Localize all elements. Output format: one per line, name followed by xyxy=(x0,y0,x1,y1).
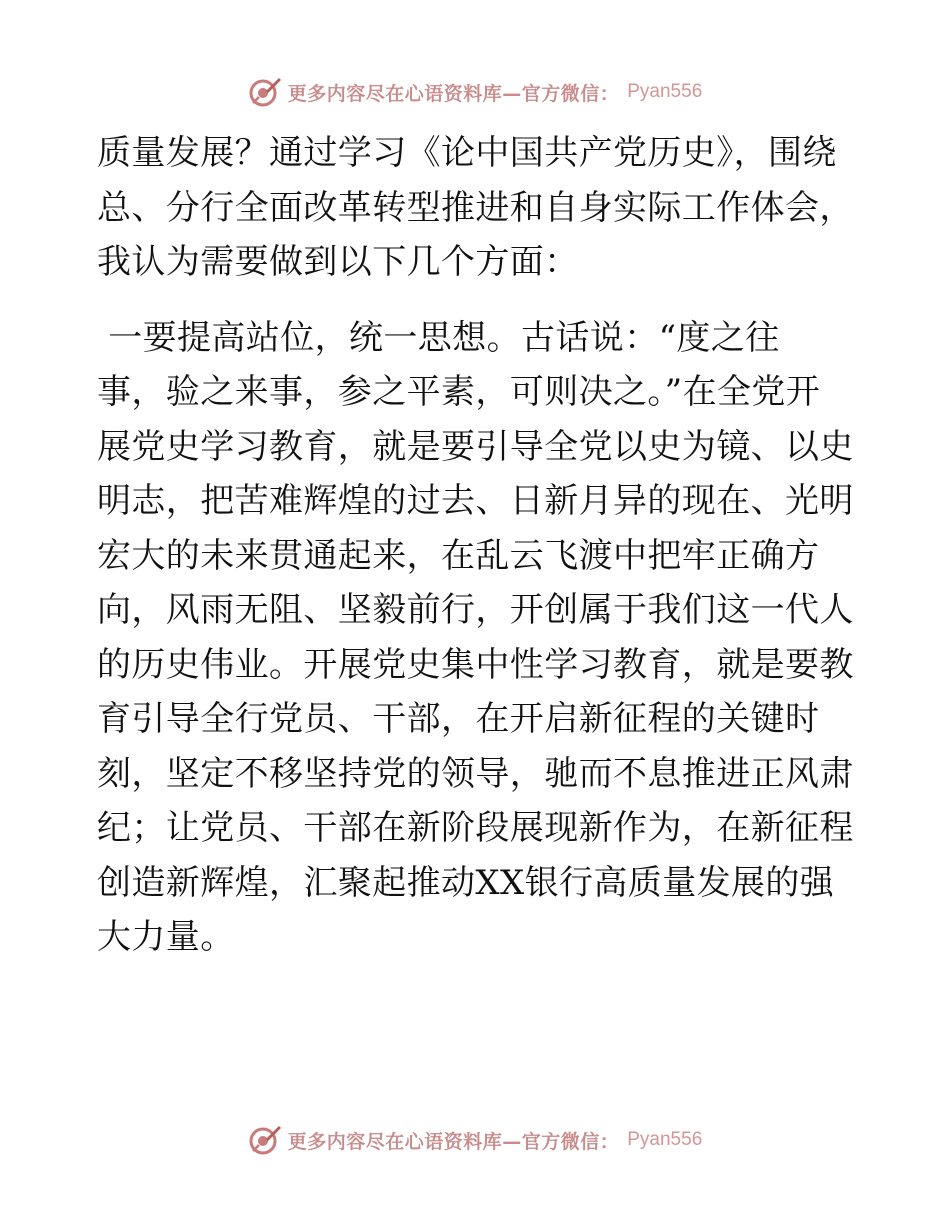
text-line: 展党史学习教育，就是要引导全党以史为镜、以史 xyxy=(97,426,854,467)
watermark-wechat-id: Pyan556 xyxy=(627,1129,703,1150)
pen-logo-icon xyxy=(248,75,282,109)
text-line: 向，风雨无阻、坚毅前行，开创属于我们这一代人 xyxy=(97,590,854,630)
text-line: 的历史伟业。开展党史集中性学习教育，就是要教 xyxy=(97,644,854,685)
text-line: 我认为需要做到以下几个方面： xyxy=(97,242,579,282)
text-line: 宏大的未来贯通起来，在乱云飞渡中把牢正确方 xyxy=(97,535,820,576)
text-line: 刻，坚定不移坚持党的领导，驰而不息推进正风肃 xyxy=(97,753,854,794)
text-line: 总、分行全面改革转型推进和自身实际工作体会， xyxy=(97,187,854,228)
paragraph xyxy=(97,311,877,965)
footer-watermark xyxy=(0,1120,950,1160)
header-watermark xyxy=(0,72,950,112)
text-line: 大力量。 xyxy=(97,917,235,957)
document-body xyxy=(97,126,877,965)
text-line: 一要提高站位，统一思想。古话说：“度之往 xyxy=(97,317,780,358)
text-line: 育引导全行党员、干部，在开启新征程的关键时 xyxy=(97,699,820,739)
pen-logo-icon xyxy=(248,1123,282,1157)
text-line: 纪；让党员、干部在新阶段展现新作为，在新征程 xyxy=(97,808,854,848)
text-line: 创造新辉煌，汇聚起推动XX银行高质量发展的强 xyxy=(97,862,835,903)
paragraph xyxy=(97,126,877,290)
watermark-brand-text: 更多内容尽在心语资料库—官方微信： xyxy=(287,1130,620,1153)
watermark-brand-text: 更多内容尽在心语资料库—官方微信： xyxy=(287,82,620,105)
watermark-wechat-id: Pyan556 xyxy=(627,81,703,102)
text-line: 明志，把苦难辉煌的过去、日新月异的现在、光明 xyxy=(97,481,854,521)
text-line: 质量发展？通过学习《论中国共产党历史》，围绕 xyxy=(97,133,837,173)
text-line: 事，验之来事，参之平素，可则决之。”在全党开 xyxy=(97,372,821,412)
